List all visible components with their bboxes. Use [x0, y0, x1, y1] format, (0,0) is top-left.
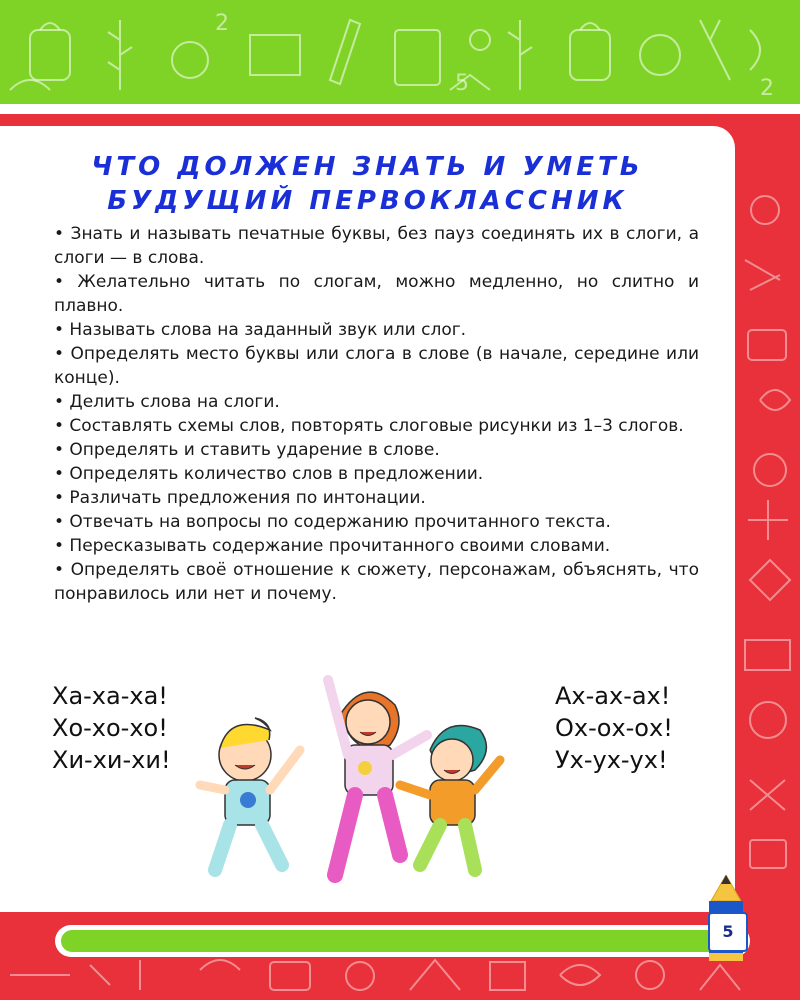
list-item: • Называть слова на заданный звук или слог.	[54, 320, 467, 340]
boy-figure	[200, 718, 300, 870]
list-item: • Составлять схемы слов, повторять слоговые рисунки из 1–3 слогов.	[54, 416, 684, 436]
title-line-1: ЧТО ДОЛЖЕН ЗНАТЬ И УМЕТЬ	[91, 152, 644, 182]
svg-text:5: 5	[455, 71, 469, 96]
laugh-text-left	[52, 680, 171, 776]
list-item: • Различать предложения по интонации.	[54, 488, 426, 508]
laugh-line: Хи-хи-хи!	[52, 746, 171, 774]
list-item: • Пересказывать содержание прочитанного своими словами.	[54, 536, 611, 556]
page-number: 5	[708, 912, 748, 952]
list-item: • Желательно читать по слогам, можно медленно, но слитно и плавно.	[54, 272, 699, 316]
laugh-line: Ах-ах-ах!	[555, 682, 671, 710]
skills-list	[54, 222, 699, 606]
laugh-line: Ха-ха-ха!	[52, 682, 168, 710]
laugh-line: Ох-ох-ох!	[555, 714, 673, 742]
list-item: • Знать и называть печатные буквы, без пауз соединять их в слоги, а слоги — в слова.	[54, 224, 699, 268]
list-item: • Определять место буквы или слога в слове (в начале, середине или конце).	[54, 344, 699, 388]
svg-text:2: 2	[215, 11, 229, 36]
children-illustration	[190, 660, 520, 890]
bottom-decorative-bar	[55, 925, 750, 957]
laugh-line: Ух-ух-ух!	[555, 746, 668, 774]
laugh-line: Хо-хо-хо!	[52, 714, 168, 742]
title-line-2: БУДУЩИЙ ПЕРВОКЛАССНИК	[107, 186, 628, 216]
list-item: • Определять количество слов в предложении.	[54, 464, 484, 484]
girl-figure	[328, 680, 427, 875]
list-item: • Отвечать на вопросы по содержанию прочитанного текста.	[54, 512, 611, 532]
list-item: • Делить слова на слоги.	[54, 392, 280, 412]
list-item: • Определять и ставить ударение в слове.	[54, 440, 440, 460]
svg-text:2: 2	[760, 76, 774, 101]
list-item: • Определять своё отношение к сюжету, персонажам, объяснять, что понравилось или нет и почему.	[54, 560, 699, 604]
laugh-text-right	[555, 680, 673, 776]
page-title	[0, 150, 735, 218]
